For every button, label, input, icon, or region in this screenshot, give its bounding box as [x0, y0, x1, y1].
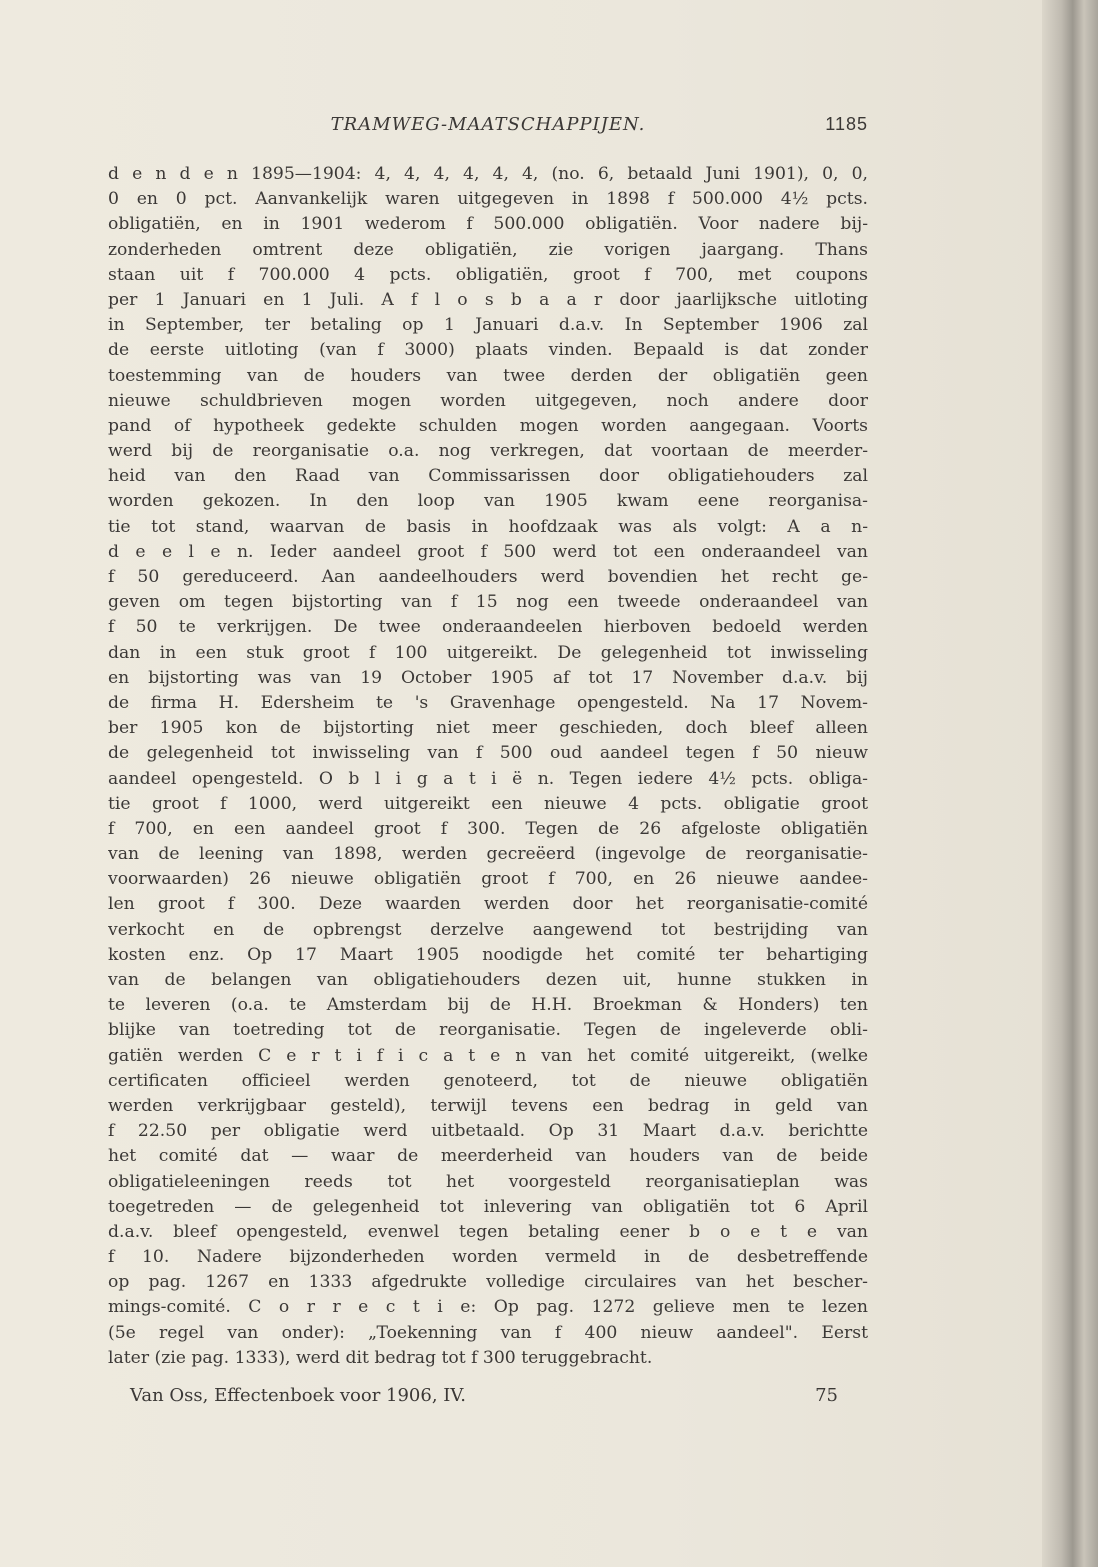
text-line: per 1 Januari en 1 Juli. A f l o s b a a r door jaarlijksche uitloting	[108, 289, 868, 310]
text-line: tie tot stand, waarvan de basis in hoofdzaak was als volgt: A a n-	[108, 516, 868, 537]
text-line: worden gekozen. In den loop van 1905 kwam eene reorganisa-	[108, 491, 868, 512]
book-spine-edge	[1042, 0, 1098, 1567]
text-line: f 10. Nadere bijzonderheden worden vermeld in de desbetreffende	[108, 1247, 868, 1268]
text-line: obligatiën, en in 1901 wederom f 500.000 obligatiën. Voor nadere bij-	[108, 214, 868, 235]
text-line: f 50 te verkrijgen. De twee onderaandeelen hierboven bedoeld werden	[108, 617, 868, 638]
text-line: staan uit f 700.000 4 pcts. obligatiën, groot f 700, met coupons	[108, 264, 868, 285]
text-line: de gelegenheid tot inwisseling van f 500 oud aandeel tegen f 50 nieuw	[108, 743, 868, 764]
text-line: op pag. 1267 en 1333 afgedrukte volledige circulaires van het bescher-	[108, 1272, 868, 1293]
text-line: de eerste uitloting (van f 3000) plaats vinden. Bepaald is dat zonder	[108, 340, 868, 361]
text-block	[108, 114, 868, 1415]
footer-imprint: Van Oss, Effectenboek voor 1906, IV.	[130, 1385, 466, 1406]
text-line: len groot f 300. Deze waarden werden door het reorganisatie-comité	[108, 894, 868, 915]
text-line: en bijstorting was van 19 October 1905 af tot 17 November d.a.v. bij	[108, 667, 868, 688]
text-line: blijke van toetreding tot de reorganisatie. Tegen de ingeleverde obli-	[108, 1020, 868, 1041]
text-line: ber 1905 kon de bijstorting niet meer geschieden, doch bleef alleen	[108, 718, 868, 739]
text-line: te leveren (o.a. te Amsterdam bij de H.H. Broekman & Honders) ten	[108, 995, 868, 1016]
text-line: certificaten officieel werden genoteerd, tot de nieuwe obligatiën	[108, 1070, 868, 1091]
text-line: aandeel opengesteld. O b l i g a t i ë n. Tegen iedere 4½ pcts. obliga-	[108, 768, 868, 789]
text-line: f 22.50 per obligatie werd uitbetaald. Op 31 Maart d.a.v. berichtte	[108, 1121, 868, 1142]
text-line: van de leening van 1898, werden gecreëerd (ingevolge de reorganisatie-	[108, 844, 868, 865]
text-line: werden verkrijgbaar gesteld), terwijl tevens een bedrag in geld van	[108, 1095, 868, 1116]
text-line: d e e l e n. Ieder aandeel groot f 500 werd tot een onderaandeel van	[108, 541, 868, 562]
text-line: toestemming van de houders van twee derden der obligatiën geen	[108, 365, 868, 386]
text-line: het comité dat — waar de meerderheid van houders van de beide	[108, 1146, 868, 1167]
text-line: f 50 gereduceerd. Aan aandeelhouders werd bovendien het recht ge-	[108, 567, 868, 587]
footer-signature-mark: 75	[815, 1385, 838, 1406]
text-line: later (zie pag. 1333), werd dit bedrag tot f 300 teruggebracht.	[108, 1347, 653, 1368]
text-line: d e n d e n 1895—1904: 4, 4, 4, 4, 4, 4, (no. 6, betaald Juni 1901), 0, 0,	[108, 164, 868, 184]
text-line: d.a.v. bleef opengesteld, evenwel tegen betaling eener b o e t e van	[108, 1221, 868, 1242]
text-line: (5e regel van onder): „Toekenning van f 400 nieuw aandeel". Eerst	[108, 1322, 868, 1343]
text-line: verkocht en de opbrengst derzelve aangewend tot bestrijding van	[108, 919, 868, 940]
text-line: zonderheden omtrent deze obligatiën, zie vorigen jaargang. Thans	[108, 239, 868, 260]
running-head	[108, 114, 868, 142]
text-line: f 700, en een aandeel groot f 300. Tegen de 26 afgeloste obligatiën	[108, 818, 868, 839]
text-line: pand of hypotheek gedekte schulden mogen worden aangegaan. Voorts	[108, 415, 868, 436]
page-footer	[108, 1385, 868, 1415]
text-line: van de belangen van obligatiehouders dezen uit, hunne stukken in	[108, 970, 868, 990]
text-line: geven om tegen bijstorting van f 15 nog een tweede onderaandeel van	[108, 592, 868, 613]
page-number: 1185	[825, 114, 868, 134]
text-line: tie groot f 1000, werd uitgereikt een nieuwe 4 pcts. obligatie groot	[108, 793, 868, 814]
text-line: werd bij de reorganisatie o.a. nog verkregen, dat voortaan de meerder-	[108, 441, 868, 462]
text-line: heid van den Raad van Commissarissen door obligatiehouders zal	[108, 466, 868, 487]
text-line: toegetreden — de gelegenheid tot inlevering van obligatiën tot 6 April	[108, 1196, 868, 1217]
text-line: in September, ter betaling op 1 Januari d.a.v. In September 1906 zal	[108, 315, 868, 336]
body-text	[108, 162, 868, 1371]
text-line: de firma H. Edersheim te 's Gravenhage opengesteld. Na 17 Novem-	[108, 692, 868, 713]
text-line: 0 en 0 pct. Aanvankelijk waren uitgegeven in 1898 f 500.000 4½ pcts.	[108, 189, 868, 210]
text-line: nieuwe schuldbrieven mogen worden uitgegeven, noch andere door	[108, 390, 868, 411]
text-line: dan in een stuk groot f 100 uitgereikt. De gelegenheid tot inwisseling	[108, 642, 868, 663]
text-line: kosten enz. Op 17 Maart 1905 noodigde het comité ter behartiging	[108, 944, 868, 965]
text-line: gatiën werden C e r t i f i c a t e n van het comité uitgereikt, (welke	[108, 1045, 868, 1066]
text-line: mings-comité. C o r r e c t i e: Op pag. 1272 gelieve men te lezen	[108, 1297, 868, 1318]
running-title: TRAMWEG-MAATSCHAPPIJEN.	[330, 114, 646, 135]
text-line: voorwaarden) 26 nieuwe obligatiën groot f 700, en 26 nieuwe aandee-	[108, 869, 868, 890]
text-line: obligatieleeningen reeds tot het voorgesteld reorganisatieplan was	[108, 1171, 868, 1192]
